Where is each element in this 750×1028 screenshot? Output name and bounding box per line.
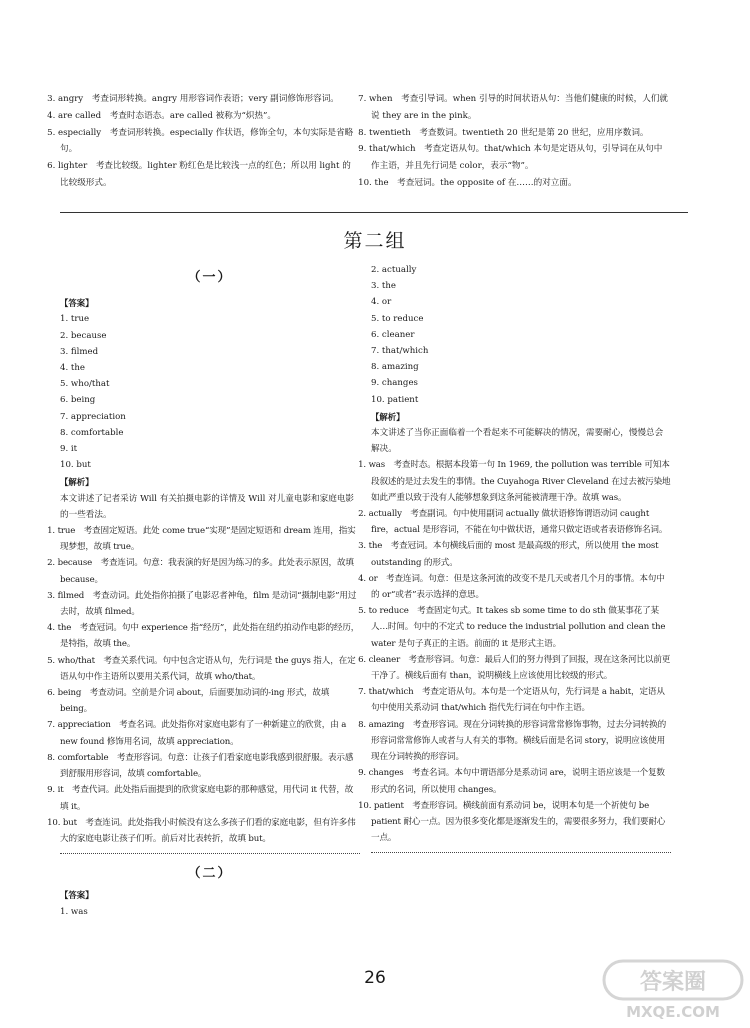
answer-item: 5. to reduce: [371, 313, 424, 324]
analysis-intro: 本文讲述了记者采访 Will 有关拍摄电影的详情及 Will 对儿童电影和家庭电影的一些看法。: [60, 493, 355, 520]
answer-item: 3. the: [371, 281, 397, 292]
answer-item: 6. being: [60, 395, 96, 406]
analysis-item: 10. but 考查连词。此处指我小时候没有这么多孩子们看的家庭电影，但有许多伟大的家庭电影让孩子们听。前后对比表转折，故填 but。: [47, 817, 356, 844]
part2-title: （二）: [187, 866, 233, 882]
analysis-item: 5. who/that 考查关系代词。句中包含定语从句，先行词是 the guys 指人，在定语从句中作主语所以要用关系代词，故填 who/that。: [47, 655, 356, 682]
answer-item: 10. patient: [371, 394, 419, 405]
analysis-item: 6. cleaner 考查形容词。句意：最后人们的努力得到了回报，现在这条河比以前更干净了。横线后面有 than，说明横线上应该使用比较级的形式。: [358, 654, 671, 682]
analysis-item: 2. actually 考查副词。句中使用副词 actually 做状语修饰谓语动词 caught fire，actual 是形容词，不能在句中做状语，通常只做定语或者表语修饰名词。: [358, 509, 668, 536]
analysis-item: 4. the 考查冠词。句中 experience 指“经历”，此处指在纽约拍动作电影的经历，是特指，故填 the。: [47, 623, 360, 650]
answers2-label: 【答案】: [60, 890, 94, 901]
right-column: [358, 262, 671, 853]
dotted-separator: [371, 852, 671, 853]
answer-item: 8. amazing: [371, 362, 419, 373]
answer-item: 9. it: [60, 444, 78, 455]
analysis-item: 3. filmed 考查动词。此处指你拍摄了电影忍者神龟，film 是动词“摄制电影”用过去时，故填 filmed。: [47, 590, 357, 618]
answer-item: 3. filmed: [60, 346, 99, 357]
analysis-item: 8. comfortable 考查形容词。句意：让孩子们看家庭电影我感到很舒服。表示感到舒服用形容词，故填 comfortable。: [47, 752, 354, 780]
analysis-item: 9. changes 考查名词。本句中谓语部分是系动词 are，说明主语应该是一个复数形式的名词，所以使用 changes。: [358, 768, 665, 795]
analysis-intro: 本文讲述了当你正面临着一个看起来不可能解决的情况，需要耐心，慢慢总会解决。: [371, 428, 664, 455]
analysis-item: 6. being 考查动词。空前是介词 about，后面要加动词的-ing 形式，故填 being。: [47, 688, 330, 715]
top-left-item: 3. angry 考查词形转换。angry 用形容词作表语；very 副词修饰形容词。: [47, 94, 339, 104]
answer-item: 9. changes: [371, 378, 418, 389]
answer-item: 6. cleaner: [371, 329, 415, 340]
analysis-item: 10. patient 考查形容词。横线前面有系动词 be，说明本句是一个祈使句 be patient 耐心一点。因为很多变化都是逐渐发生的，需要很多努力，我们要耐心一点。: [358, 800, 666, 844]
top-right-item: 10. the 考查冠词。the opposite of 在……的对立面。: [358, 177, 577, 188]
answer-item: 8. comfortable: [60, 427, 124, 438]
top-left-item: 6. lighter 考查比较级。lighter 粉红色是比较浅一点的红色；所以用 light 的比较级形式。: [47, 161, 351, 188]
analysis-label: 【解析】: [60, 477, 94, 488]
answer-item: 1. was: [60, 906, 88, 917]
analysis-item: 1. was 考查时态。根据本段第一句 In 1969, the pollution was terrible 可知本段叙述的是过去发生的事情。the Cuyahoga River Cleveland 在过去被污染地如此严重以致于没有人能够想象到这条河能被清理干净。故填 was。: [358, 460, 671, 503]
watermark-text-cn: 答案圈: [639, 970, 707, 995]
answer-item: 2. because: [60, 330, 107, 341]
analysis-item: 4. or 考查连词。句意：但是这条河流的改变不是几天或者几个月的事情。本句中的 or“或者”表示选择的意思。: [358, 573, 665, 601]
analysis-item: 5. to reduce 考查固定句式。It takes sb some time to do sth 做某事花了某人…时间。句中的不定式 to reduce the industrial pollution and clean the water 是句子真正的主语。前面的 it 是形式主语。: [358, 606, 666, 649]
top-right-column: [358, 91, 669, 192]
page-number: 26: [364, 968, 386, 988]
analysis-item: 7. that/which 考查定语从句。本句是一个定语从句，先行词是 a habit，定语从句中使用关系动词 that/which 指代先行词在句中作主语。: [358, 687, 665, 714]
answer-item: 7. that/which: [371, 346, 429, 357]
answer-item: 2. actually: [371, 265, 417, 275]
analysis-item: 8. amazing 考查形容词。现在分词转换的形容词常常修饰事物，过去分词转换的形容词常常修饰人或者与人有关的事物。横线后面是名词 story，说明应该使用现在分词转换的形容词。: [358, 719, 667, 763]
group-title: 第二组: [343, 230, 407, 252]
answer-item: 4. or: [371, 297, 392, 308]
analysis-item: 3. the 考查冠词。本句横线后面的 most 是最高级的形式，所以使用 the most outstanding 的形式。: [358, 541, 659, 568]
answer-item: 4. the: [60, 363, 86, 374]
left-column: [47, 270, 360, 920]
part1-title: （一）: [187, 270, 233, 285]
top-right-item: 8. twentieth 考查数词。twentieth 20 世纪是第 20 世纪，应用序数词。: [358, 127, 649, 138]
watermark-logo: [600, 955, 746, 1025]
top-left-item: 5. especially 考查词形转换。especially 作状语，修饰全句，本句实际是省略句。: [47, 127, 354, 155]
top-left-column: [47, 91, 358, 192]
dotted-separator: [60, 853, 360, 854]
top-left-item: 4. are called 考查时态语态。are called 被称为“炽热”。: [47, 110, 277, 121]
analysis-item: 2. because 考查连词。句意：我表演的好是因为练习的多。此处表示原因，故填 because。: [47, 558, 354, 585]
answer-item: 5. who/that: [60, 379, 110, 390]
analysis-item: 9. it 考查代词。此处指后面提到的欣赏家庭电影的那种感觉，用代词 it 代替，故填 it。: [47, 785, 354, 812]
analysis-label: 【解析】: [371, 411, 405, 422]
section-divider: [60, 212, 688, 213]
top-right-item: 7. when 考查引导词。when 引导的时间状语从句：当他们健康的时候，人们就说 they are in the pink。: [358, 94, 669, 121]
answers-label: 【答案】: [60, 298, 94, 309]
answer-item: 7. appreciation: [60, 411, 126, 422]
analysis-item: 1. true 考查固定短语。此处 come true“实现”是固定短语和 dream 连用，指实现梦想，故填 true。: [47, 526, 356, 553]
watermark-text-en: MXQE.COM: [626, 1003, 720, 1021]
analysis-item: 7. appreciation 考查名词。此处指你对家庭电影有了一种新建立的欣赏，由 a new found 修饰用名词，故填 appreciation。: [47, 720, 347, 747]
answer-item: 10. but: [60, 460, 91, 471]
top-right-item: 9. that/which 考查定语从句。that/which 本句是定语从句，引导词在从句中作主语，并且先行词是 color，表示“物”。: [358, 144, 663, 172]
answer-item: 1. true: [60, 314, 90, 325]
